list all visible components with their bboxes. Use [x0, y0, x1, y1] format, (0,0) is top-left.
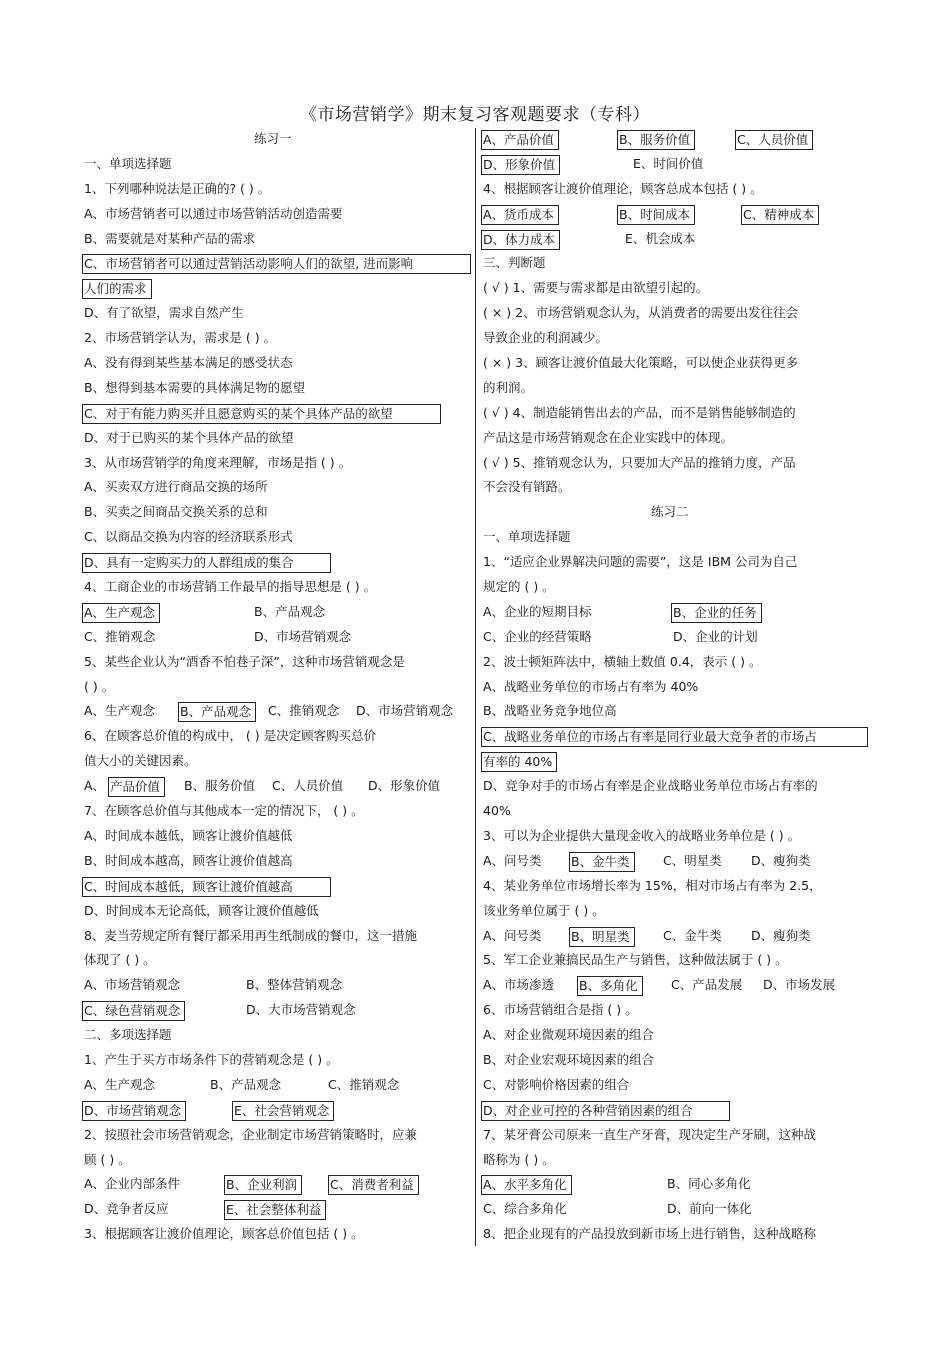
text-line — [84, 625, 469, 650]
text-segment: 5、军工企业兼搞民品生产与销售，这种做法属于 ( ) 。 — [483, 952, 788, 968]
text-segment: C、人员价值 — [272, 778, 344, 794]
text-segment: A、 — [84, 778, 106, 794]
text-line — [483, 227, 868, 252]
text-segment: B、整体营销观念 — [246, 977, 343, 993]
text-segment: A、时间成本越低，顾客让渡价值越低 — [84, 827, 293, 843]
text-segment: 一、单项选择题 — [84, 155, 172, 171]
text-line — [84, 874, 469, 899]
text-segment: ( √ ) 5、推销观念认为，只要加大产品的推销力度，产品 — [483, 454, 796, 470]
text-line — [84, 699, 469, 724]
text-segment: B、同心多角化 — [667, 1176, 751, 1192]
text-segment: C、对影响价格因素的组合 — [483, 1076, 630, 1092]
text-line — [84, 675, 469, 700]
text-line — [84, 202, 469, 227]
text-line — [483, 251, 868, 276]
text-line — [483, 699, 868, 724]
text-segment: 的利润。 — [483, 379, 534, 395]
text-line — [84, 451, 469, 476]
text-line — [84, 177, 469, 202]
text-segment: 1、下列哪种说法是正确的? ( ) 。 — [84, 180, 271, 196]
text-line — [84, 650, 469, 675]
text-segment: 顾 ( ) 。 — [84, 1151, 131, 1167]
marked-answer: C、消费者利益 — [328, 1175, 419, 1195]
text-line — [483, 749, 868, 774]
text-segment: C、明星类 — [663, 852, 722, 868]
text-segment: 略称为 ( ) 。 — [483, 1151, 555, 1167]
text-line — [84, 1148, 469, 1173]
text-segment: A、市场营销者可以通过市场营销活动创造需要 — [84, 205, 343, 221]
text-line — [84, 326, 469, 351]
text-line — [84, 1073, 469, 1098]
text-segment: D、市场发展 — [763, 977, 836, 993]
text-line — [84, 774, 469, 799]
text-line — [483, 127, 868, 152]
marked-answer: B、服务价值 — [617, 130, 695, 150]
marked-answer: C、绿色营销观念 — [82, 1001, 185, 1021]
text-line — [483, 500, 868, 525]
text-segment: 2、按照社会市场营销观念，企业制定市场营销策略时，应兼 — [84, 1126, 417, 1142]
text-line — [483, 849, 868, 874]
text-line — [483, 998, 868, 1023]
text-segment: D、大市场营销观念 — [246, 1002, 356, 1018]
text-segment: 7、在顾客总价值与其他成本一定的情况下， ( ) 。 — [84, 803, 364, 819]
text-line — [84, 1098, 469, 1123]
text-segment: A、没有得到某些基本满足的感受状态 — [84, 355, 293, 371]
text-line — [84, 824, 469, 849]
marked-answer: A、水平多角化 — [481, 1175, 572, 1195]
left-column — [84, 127, 469, 1247]
marked-answer: C、精神成本 — [741, 205, 819, 225]
marked-answer: E、社会整体利益 — [224, 1200, 326, 1220]
text-segment: D、前向一体化 — [667, 1201, 752, 1217]
text-segment: 练习二 — [651, 504, 689, 520]
text-segment: 不会没有销路。 — [483, 479, 571, 495]
text-line — [84, 525, 469, 550]
text-segment: 1、“适应企业界解决问题的需要”，这是 IBM 公司为自己 — [483, 554, 798, 570]
text-line — [84, 127, 469, 152]
marked-answer: A、生产观念 — [82, 603, 160, 623]
text-segment: D、形象价值 — [368, 778, 441, 794]
text-line — [483, 650, 868, 675]
text-segment: D、市场营销观念 — [254, 628, 352, 644]
text-segment: A、生产观念 — [84, 703, 156, 719]
text-line — [483, 451, 868, 476]
text-segment: C、推销观念 — [328, 1076, 400, 1092]
text-segment: D、对于已购买的某个具体产品的欲望 — [84, 429, 294, 445]
text-segment: A、问号类 — [483, 852, 542, 868]
marked-answer: D、体力成本 — [481, 230, 560, 250]
text-segment: A、问号类 — [483, 927, 542, 943]
text-line — [84, 973, 469, 998]
marked-answer: A、货币成本 — [481, 205, 559, 225]
text-line — [483, 152, 868, 177]
text-segment: B、对企业宏观环境因素的组合 — [483, 1051, 655, 1067]
text-segment: A、战略业务单位的市场占有率为 40% — [483, 678, 699, 694]
text-line — [483, 600, 868, 625]
text-line — [483, 202, 868, 227]
text-line — [84, 600, 469, 625]
text-line — [483, 625, 868, 650]
text-line — [84, 152, 469, 177]
text-segment: A、市场营销观念 — [84, 977, 181, 993]
text-segment: 一、单项选择题 — [483, 529, 571, 545]
text-line — [84, 948, 469, 973]
marked-answer: D、形象价值 — [481, 155, 560, 175]
marked-answer: D、对企业可控的各种营销因素的组合 — [481, 1101, 730, 1121]
text-segment: D、有了欲望，需求自然产生 — [84, 305, 244, 321]
marked-answer: B、金牛类 — [569, 852, 635, 872]
text-segment: A、企业内部条件 — [84, 1176, 181, 1192]
text-segment: 2、市场营销学认为，需求是 ( ) 。 — [84, 330, 277, 346]
text-line — [483, 924, 868, 949]
text-segment: 三、判断题 — [483, 255, 546, 271]
text-segment: 8、麦当劳规定所有餐厅都采用再生纸制成的餐巾，这一措施 — [84, 927, 417, 943]
text-line — [84, 475, 469, 500]
text-line — [483, 276, 868, 301]
text-segment: 2、波士顿矩阵法中，横轴上数值 0.4，表示 ( ) 。 — [483, 653, 762, 669]
text-line — [84, 899, 469, 924]
text-line — [483, 1172, 868, 1197]
text-segment: C、产品发展 — [671, 977, 743, 993]
text-segment: 值大小的关键因素。 — [84, 753, 197, 769]
text-line — [483, 351, 868, 376]
text-segment: 6、市场营销组合是指 ( ) 。 — [483, 1002, 638, 1018]
text-line — [483, 1197, 868, 1222]
text-line — [483, 301, 868, 326]
marked-answer: 人们的需求 — [82, 279, 152, 299]
page-title: 《市场营销学》期末复习客观题要求（专科） — [300, 105, 650, 125]
text-line — [84, 1222, 469, 1247]
text-line — [483, 326, 868, 351]
text-segment: C、推销观念 — [268, 703, 340, 719]
marked-answer: C、市场营销者可以通过营销活动影响人们的欲望, 进而影响 — [82, 254, 471, 274]
text-segment: C、以商品交换为内容的经济联系形式 — [84, 529, 293, 545]
text-segment: C、综合多角化 — [483, 1201, 567, 1217]
text-line — [483, 899, 868, 924]
text-segment: ( √ ) 4、制造能销售出去的产品，而不是销售能够制造的 — [483, 404, 796, 420]
text-line — [483, 1048, 868, 1073]
text-segment: C、企业的经营策略 — [483, 628, 592, 644]
text-line — [483, 973, 868, 998]
column-divider — [475, 128, 476, 1246]
text-segment: E、机会成本 — [625, 230, 696, 246]
text-segment: 3、可以为企业提供大量现金收入的战略业务单位是 ( ) 。 — [483, 827, 801, 843]
text-line — [84, 724, 469, 749]
text-segment: A、市场渗透 — [483, 977, 555, 993]
text-line — [84, 1023, 469, 1048]
text-line — [483, 1123, 868, 1148]
text-line — [483, 401, 868, 426]
text-segment: B、时间成本越高，顾客让渡价值越高 — [84, 852, 293, 868]
text-line — [483, 1073, 868, 1098]
text-line — [483, 1098, 868, 1123]
text-line — [483, 575, 868, 600]
text-line — [84, 426, 469, 451]
text-segment: D、瘦狗类 — [751, 927, 811, 943]
text-line — [483, 1222, 868, 1247]
marked-answer: D、市场营销观念 — [82, 1101, 186, 1121]
text-line — [483, 475, 868, 500]
text-segment: 7、某牙膏公司原来一直生产牙膏，现决定生产牙刷，这种战 — [483, 1126, 816, 1142]
text-line — [84, 998, 469, 1023]
text-segment: C、推销观念 — [84, 628, 156, 644]
text-line — [84, 376, 469, 401]
text-line — [483, 1148, 868, 1173]
text-segment: D、竞争对手的市场占有率是企业战略业务单位市场占有率的 — [483, 778, 818, 794]
text-segment: 产品这是市场营销观念在企业实践中的体现。 — [483, 429, 734, 445]
text-segment: 导致企业的利润减少。 — [483, 330, 609, 346]
text-segment: A、企业的短期目标 — [483, 603, 592, 619]
marked-answer: B、企业的任务 — [671, 603, 762, 623]
text-line — [84, 550, 469, 575]
text-segment: 该业务单位属于 ( ) 。 — [483, 902, 605, 918]
text-segment: D、时间成本无论高低，顾客让渡价值越低 — [84, 902, 319, 918]
text-line — [483, 675, 868, 700]
text-line — [84, 575, 469, 600]
text-segment: D、市场营销观念 — [356, 703, 454, 719]
text-line — [483, 550, 868, 575]
text-segment: 3、根据顾客让渡价值理论，顾客总价值包括 ( ) 。 — [84, 1226, 364, 1242]
text-segment: C、金牛类 — [663, 927, 722, 943]
text-line — [84, 401, 469, 426]
text-segment: E、时间价值 — [633, 155, 704, 171]
text-line — [483, 426, 868, 451]
text-line — [483, 774, 868, 799]
marked-answer: B、时间成本 — [617, 205, 695, 225]
text-segment: 4、根据顾客让渡价值理论，顾客总成本包括 ( ) 。 — [483, 180, 763, 196]
text-segment: 练习一 — [254, 131, 292, 146]
text-segment: 4、某业务单位市场增长率为 15%，相对市场占有率为 2.5， — [483, 877, 822, 893]
text-line — [84, 1197, 469, 1222]
text-segment: 4、工商企业的市场营销工作最早的指导思想是 ( ) 。 — [84, 579, 377, 595]
text-line — [483, 1023, 868, 1048]
marked-answer: B、多角化 — [577, 976, 643, 996]
marked-answer: B、企业利润 — [224, 1175, 302, 1195]
text-segment: 二、多项选择题 — [84, 1027, 172, 1043]
text-segment: B、想得到基本需要的具体满足物的愿望 — [84, 379, 306, 395]
text-line — [84, 1048, 469, 1073]
text-line — [483, 177, 868, 202]
right-column — [483, 127, 868, 1247]
text-line — [483, 824, 868, 849]
text-segment: ( × ) 3、顾客让渡价值最大化策略，可以使企业获得更多 — [483, 355, 799, 371]
text-segment: 8、把企业现有的产品投放到新市场上进行销售，这种战略称 — [483, 1226, 816, 1242]
marked-answer: 产品价值 — [108, 777, 165, 797]
text-line — [84, 276, 469, 301]
text-line — [84, 849, 469, 874]
text-line — [483, 948, 868, 973]
text-segment: ( × ) 2、市场营销观念认为，从消费者的需要出发往往会 — [483, 305, 799, 321]
marked-answer: D、具有一定购买力的人群组成的集合 — [82, 553, 331, 573]
marked-answer: B、明星类 — [569, 927, 635, 947]
text-line — [84, 301, 469, 326]
marked-answer: 有率的 40% — [481, 752, 557, 772]
text-segment: B、买卖之间商品交换关系的总和 — [84, 504, 268, 520]
marked-answer: B、产品观念 — [178, 702, 256, 722]
text-segment: 6、在顾客总价值的构成中， ( ) 是决定顾客购买总价 — [84, 728, 377, 744]
marked-answer: C、时间成本越低，顾客让渡价值越高 — [82, 877, 331, 897]
text-segment: B、服务价值 — [184, 778, 256, 794]
marked-answer: E、社会营销观念 — [232, 1101, 334, 1121]
marked-answer: C、对于有能力购买并且愿意购买的某个具体产品的欲望 — [82, 404, 441, 424]
text-line — [84, 749, 469, 774]
text-segment: B、产品观念 — [210, 1076, 282, 1092]
text-segment: B、战略业务竞争地位高 — [483, 703, 617, 719]
text-segment: A、买卖双方进行商品交换的场所 — [84, 479, 268, 495]
text-segment: A、对企业微观环境因素的组合 — [483, 1027, 655, 1043]
text-line — [84, 1172, 469, 1197]
text-segment: D、企业的计划 — [673, 628, 758, 644]
text-segment: 40% — [483, 803, 511, 819]
text-segment: 规定的 ( ) 。 — [483, 579, 555, 595]
text-segment: 体现了 ( ) 。 — [84, 952, 156, 968]
text-segment: 3、从市场营销学的角度来理解，市场是指 ( ) 。 — [84, 454, 352, 470]
text-line — [483, 724, 868, 749]
text-segment: B、产品观念 — [254, 603, 326, 619]
text-line — [84, 799, 469, 824]
text-segment: A、生产观念 — [84, 1076, 156, 1092]
marked-answer: C、战略业务单位的市场占有率是同行业最大竞争者的市场占 — [481, 727, 868, 747]
text-segment: ( ) 。 — [84, 678, 115, 694]
text-segment: B、需要就是对某种产品的需求 — [84, 230, 256, 246]
text-line — [84, 227, 469, 252]
text-line — [84, 500, 469, 525]
text-segment: ( √ ) 1、需要与需求都是由欲望引起的。 — [483, 280, 709, 296]
marked-answer: C、人员价值 — [735, 130, 813, 150]
text-segment: 1、产生于买方市场条件下的营销观念是 ( ) 。 — [84, 1051, 339, 1067]
text-segment: D、竞争者反应 — [84, 1201, 169, 1217]
text-line — [84, 351, 469, 376]
marked-answer: A、产品价值 — [481, 130, 559, 150]
text-line — [483, 376, 868, 401]
text-line — [483, 874, 868, 899]
text-segment: D、瘦狗类 — [751, 852, 811, 868]
text-segment: 5、某些企业认为“酒香不怕巷子深”，这种市场营销观念是 — [84, 653, 405, 669]
text-line — [483, 525, 868, 550]
text-line — [84, 924, 469, 949]
text-line — [84, 1123, 469, 1148]
text-line — [84, 251, 469, 276]
text-line — [483, 799, 868, 824]
